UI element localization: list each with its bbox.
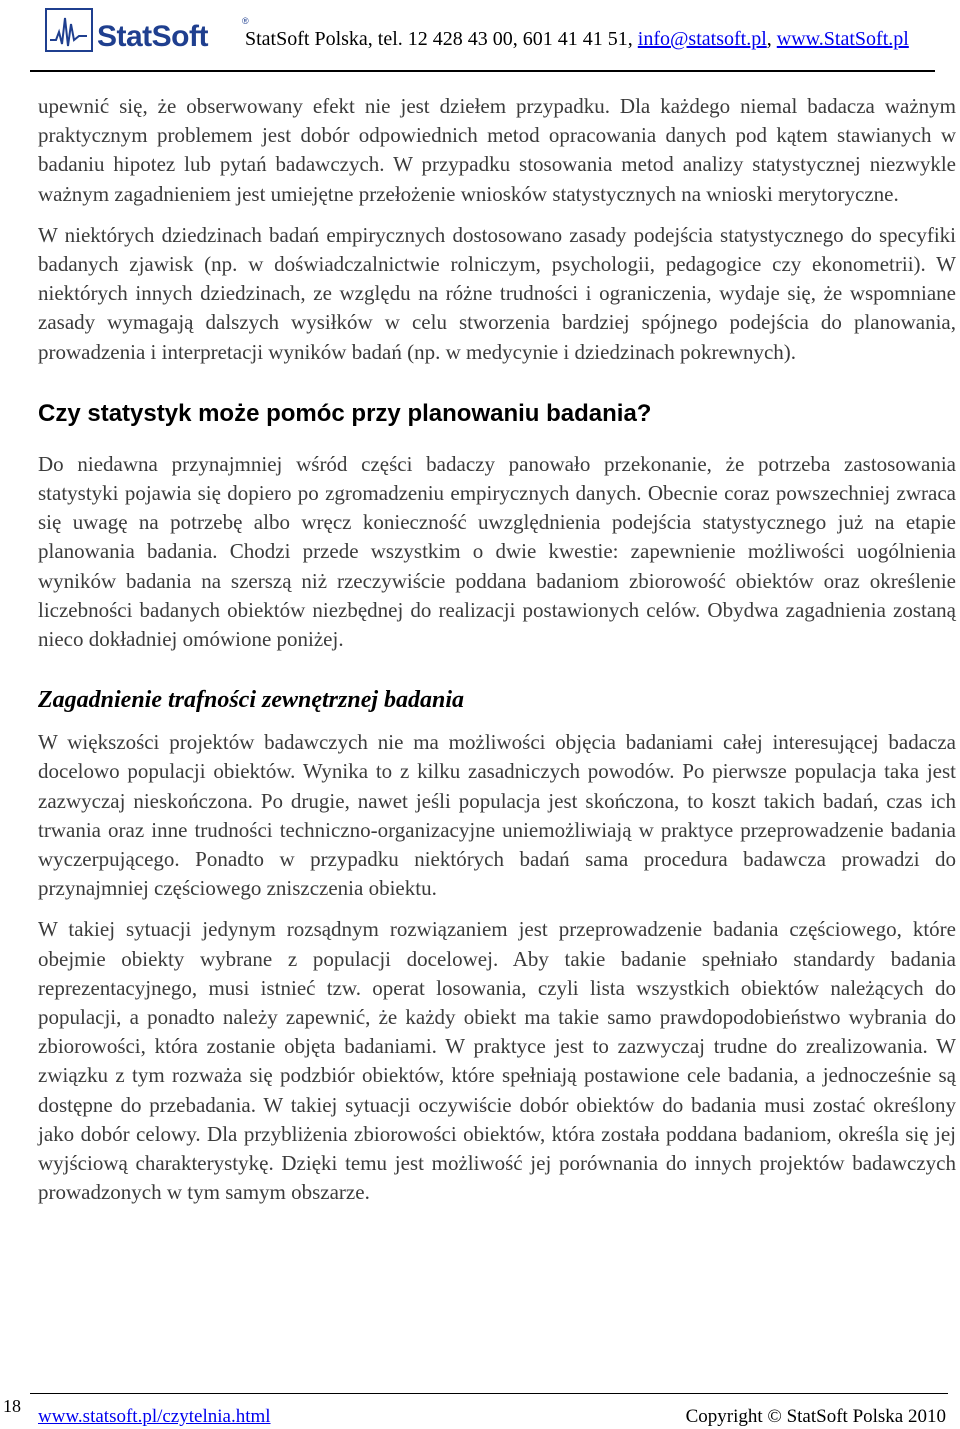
paragraph: W niektórych dziedzinach badań empirycznych dostosowano zasady podejścia statystycznego do specyfiki badanych zjawisk (np. w doświadczalnictwie rolniczym, psychologii, pedagogice czy ekonometrii). W niektórych innych dziedzinach, ze względu na różne trudności i ograniczenia, wydaje się, że wspomniane zasady wymagają dalszych wysiłków w celu stworzenia bardziej spójnego podejścia do planowania, prowadzenia i interpretacji wyników badań (np. w medycynie i dziedzinach pokrewnych). bbox=[38, 222, 956, 364]
subsection-heading: Zagadnienie trafności zewnętrznej badania bbox=[38, 687, 465, 714]
article-body bbox=[38, 92, 956, 1220]
contact-separator: , bbox=[766, 28, 777, 50]
paragraph: W większości projektów badawczych nie ma możliwości objęcia badaniami całej interesującej badacza docelowo populacji obiektów. Wynika to z kilku zasadniczych powodów. Po pierwsze populacja taka jest zazwyczaj nieskończona. Po drugie, nawet jeśli populacja jest skończona, to koszt takich badań, czas ich trwania oraz inne trudności techniczno-organizacyjne uniemożliwiają w praktyce przeprowadzenie badania wyczerpującego. Ponadto w przypadku niektórych badań sama procedura badawcza prowadzi do przynajmniej częściowego zniszczenia obiektu. bbox=[38, 730, 956, 901]
footer-divider bbox=[30, 1393, 948, 1394]
registered-mark: ® bbox=[242, 16, 249, 26]
footer-link[interactable]: www.statsoft.pl/czytelnia.html bbox=[38, 1406, 271, 1427]
statsoft-logo bbox=[45, 6, 260, 56]
email-link[interactable]: info@statsoft.pl bbox=[637, 28, 767, 50]
logo-wordmark: StatSoft bbox=[97, 20, 208, 53]
section-heading: Czy statystyk może pomóc przy planowaniu badania? bbox=[38, 399, 652, 427]
footer-copyright: Copyright © StatSoft Polska 2010 bbox=[685, 1406, 946, 1427]
logo-chart-icon bbox=[45, 8, 93, 52]
paragraph: Do niedawna przynajmniej wśród części badaczy panowało przekonanie, że potrzeba zastosowania statystyki pojawia się dopiero po zgromadzeniu empirycznych danych. Obecnie coraz powszechniej zwraca się uwagę na potrzebę albo wręcz konieczność uwzględnienia podejścia statystycznego już na etapie planowania badania. Chodzi przede wszystkim o dwie kwestie: zapewnienie możliwości uogólnienia wyników badania na szerszą niż rzeczywiście poddana badaniom zbiorowość obiektów oraz określenie liczebności badanych obiektów niezbędnej do realizacji postawionych celów. Obydwa zagadnienia zostaną nieco dokładniej omówione poniżej. bbox=[38, 451, 956, 652]
contact-text: StatSoft Polska, tel. 12 428 43 00, 601 41 41 51, bbox=[245, 28, 638, 50]
page-number: 18 bbox=[3, 1396, 21, 1416]
paragraph: W takiej sytuacji jedynym rozsądnym rozwiązaniem jest przeprowadzenie badania częściowego, które obejmie obiekty wybrane z populacji docelowej. Aby takie badanie spełniało standardy badania reprezentacyjnego, musi istnieć tzw. operat losowania, czyli lista wszystkich obiektów należących do populacji, a ponadto należy zapewnić, że każdy obiekt ma takie samo prawdopodobieństwo wybrania do zbiorowości, która zostanie objęta badaniami. W praktyce jest to zazwyczaj trudne do zrealizowania. W związku z tym rozważa się podzbiór obiektów, które spełniają postawione cele badania, a jednocześnie są dostępne do przebadania. W takiej sytuacji oczywiście dobór obiektów do badania musi zostać określony jako dobór celowy. Dla przybliżenia zbiorowości obiektów, która została poddana badaniom, określa się jej wyjściową charakterystykę. Dzięki temu jest możliwość jej porównania do innych projektów badawczych prowadzonych w tym samym obszarze. bbox=[38, 917, 956, 1205]
paragraph: upewnić się, że obserwowany efekt nie jest dziełem przypadku. Dla każdego niemal badacza ważnym praktycznym problemem jest dobór odpowiednich metod opracowania danych pod kątem stawianych w badaniu hipotez lub pytań badawczych. W przypadku stosowania metod analizy statystycznej niezwykle ważnym zagadnieniem jest umiejętne przełożenie wniosków statystycznych na wnioski merytoryczne. bbox=[38, 94, 956, 206]
page-header bbox=[30, 0, 935, 72]
header-contact bbox=[245, 28, 909, 51]
website-link[interactable]: www.StatSoft.pl bbox=[776, 28, 909, 50]
